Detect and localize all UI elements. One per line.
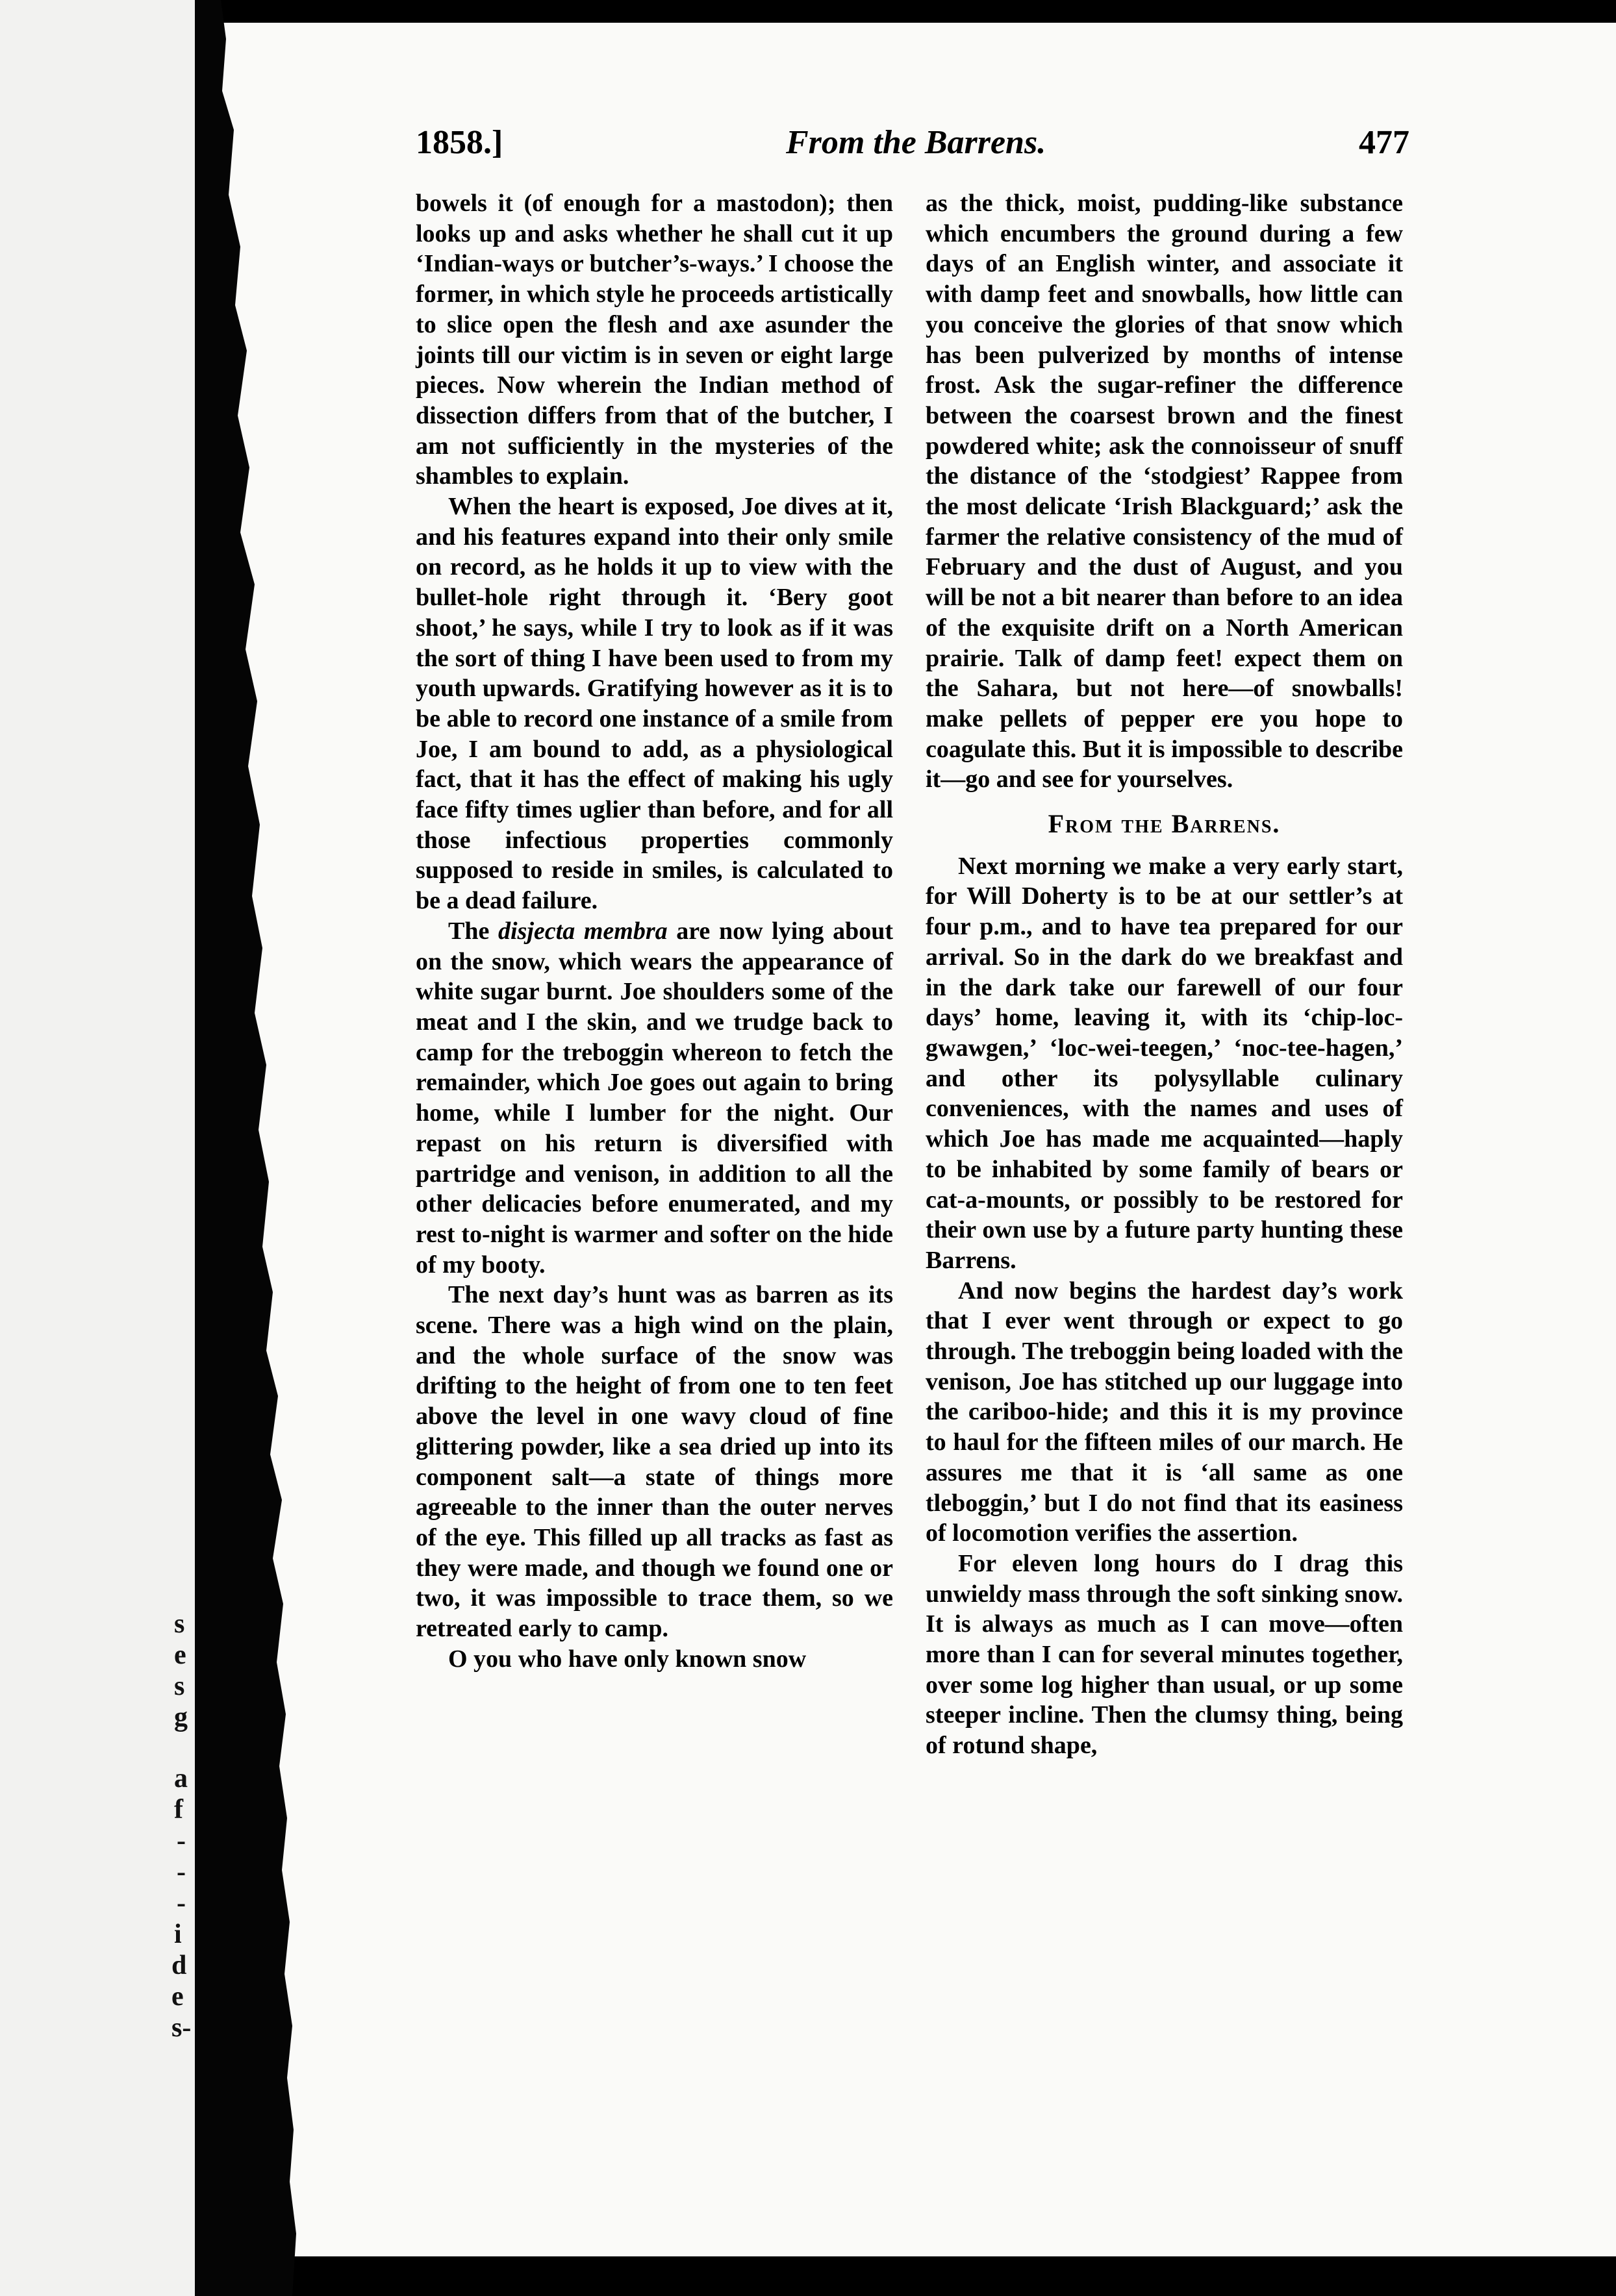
paragraph: When the heart is exposed, Joe dives at it, and his features expand into their only smile on record, as he holds it up to view with the bullet-hole right through it. ‘Bery goot shoot,’ he says, while I try to look as if it was the sort of thing I have been used to from my youth upwards. Gratifying however as it is to be able to record one instance of a smile from Joe, I am bound to add, as a physiological fact, that it has the effect of making his ugly face fifty times uglier than before, and for all those infectious properties commonly supposed to reside in smiles, is calculated to be a dead failure. <box>416 493 893 915</box>
paragraph: bowels it (of enough for a mastodon); then looks up and asks whether he shall cut it up ‘Indian-ways or butcher’s-ways.’ I choose the former, in which style he proceeds artistically to slice open the flesh and axe asunder the joints till our victim is in seven or eight large pieces. Now wherein the Indian method of dissection differs from that of the butcher, I am not sufficiently in the mysteries of the shambles to explain. <box>416 190 893 490</box>
italic-phrase: disjecta membra <box>498 917 668 945</box>
prev-page-fragment: a <box>174 1764 188 1793</box>
left-column <box>416 188 893 1674</box>
header-title: From the Barrens. <box>786 124 1046 161</box>
prev-page-fragment: g <box>174 1703 188 1732</box>
paragraph <box>416 916 893 1280</box>
prev-page-fragment: d <box>171 1951 187 1980</box>
prev-page-fragment: - <box>177 1857 186 1887</box>
torn-page-edge <box>195 0 299 2296</box>
prev-page-fragment: - <box>177 1888 186 1918</box>
prev-page-fragment: - <box>177 1826 186 1856</box>
paragraph: And now begins the hardest day’s work that I ever went through or expect to go through. The treboggin being loaded with the venison, Joe has stitched up our luggage into the cariboo-hide; and this it is my province to haul for the fifteen miles of our march. He assures me that it is ‘all same as one tleboggin,’ but I do not find that its easiness of locomotion verifies the assertion. <box>926 1277 1403 1547</box>
prev-page-fragment: s <box>174 1671 185 1701</box>
paragraph: as the thick, moist, pudding-like substance which encumbers the ground during a few days of an English winter, and associate it with damp feet and snowballs, how little can you conceive the glories of that snow which has been pulverized by months of intense frost. Ask the sugar-refiner the difference between the coarsest brown and the finest powdered white; ask the connoisseur of snuff the distance of the ‘stodgiest’ Rappee from the most delicate ‘Irish Blackguard;’ ask the farmer the relative consistency of the mud of February and the dust of August, and you will be not a bit nearer than before to an idea of the exquisite drift on a North American prairie. Talk of damp feet! expect them on the Sahara, but not here—of snowballs! make pellets of pepper ere you hope to coagulate this. But it is impossible to describe it—go and see for yourselves. <box>926 190 1403 793</box>
prev-page-fragment: e <box>171 1982 184 2012</box>
page-number: 477 <box>1359 124 1409 161</box>
paragraph-text: The <box>448 917 498 945</box>
paragraph-text: are now lying about on the snow, which wears the appearance of white sugar burnt. Joe shoulders some of the meat and I the skin, and we trudge back to camp for the treboggin whereon to fetch the remainder, which Joe goes out again to bring home, while I lumber for the night. Our repast on his return is diversified with partridge and venison, in addition to all the other delicacies before enumerated, and my rest to-night is warmer and softer on the hide of my booty. <box>416 917 893 1279</box>
paragraph: Next morning we make a very early start, for Will Doherty is to be at our settler’s at four p.m., and to have tea prepared for our arrival. So in the dark do we breakfast and in the dark take our farewell of our four days’ home, leaving it, with its ‘chip-loc-gwawgen,’ ‘loc-wei-teegen,’ ‘noc-tee-hagen,’ and other its polysyllable culinary conveniences, with the names and uses of which Joe has made me acquainted—haply to be inhabited by some family of bears or cat-a-mounts, or possibly to be restored for their own use by a future party hunting these Barrens. <box>926 852 1403 1274</box>
prev-page-fragment: i <box>174 1919 182 1949</box>
prev-page-fragment: e <box>174 1640 186 1670</box>
prev-page-fragment: s <box>174 1609 185 1639</box>
prev-page-fragment: s- <box>171 2013 192 2043</box>
paragraph: O you who have only known snow <box>448 1645 807 1673</box>
paragraph: The next day’s hunt was as barren as its scene. There was a high wind on the plain, and the whole surface of the snow was drifting to the height of from one to ten feet above the level in one wavy cloud of fine glittering powder, like a sea dried up into its component salt—a state of things more agreeable to the inner than the outer nerves of the eye. This filled up all tracks as fast as they were made, and though we found one or two, it was impossible to trace them, so we retreated early to camp. <box>416 1281 893 1643</box>
section-heading: From the Barrens. <box>1048 809 1281 839</box>
running-head <box>416 123 1409 175</box>
right-column <box>926 188 1403 1761</box>
paragraph: For eleven long hours do I drag this unwieldy mass through the soft sinking snow. It is always as much as I can move—often more than I can for several minutes together, over some log higher than usual, or up some steeper incline. Then the clumsy thing, being of rotund shape, <box>926 1549 1403 1760</box>
prev-page-fragment: f <box>174 1795 183 1825</box>
header-year: 1858.] <box>416 124 503 161</box>
